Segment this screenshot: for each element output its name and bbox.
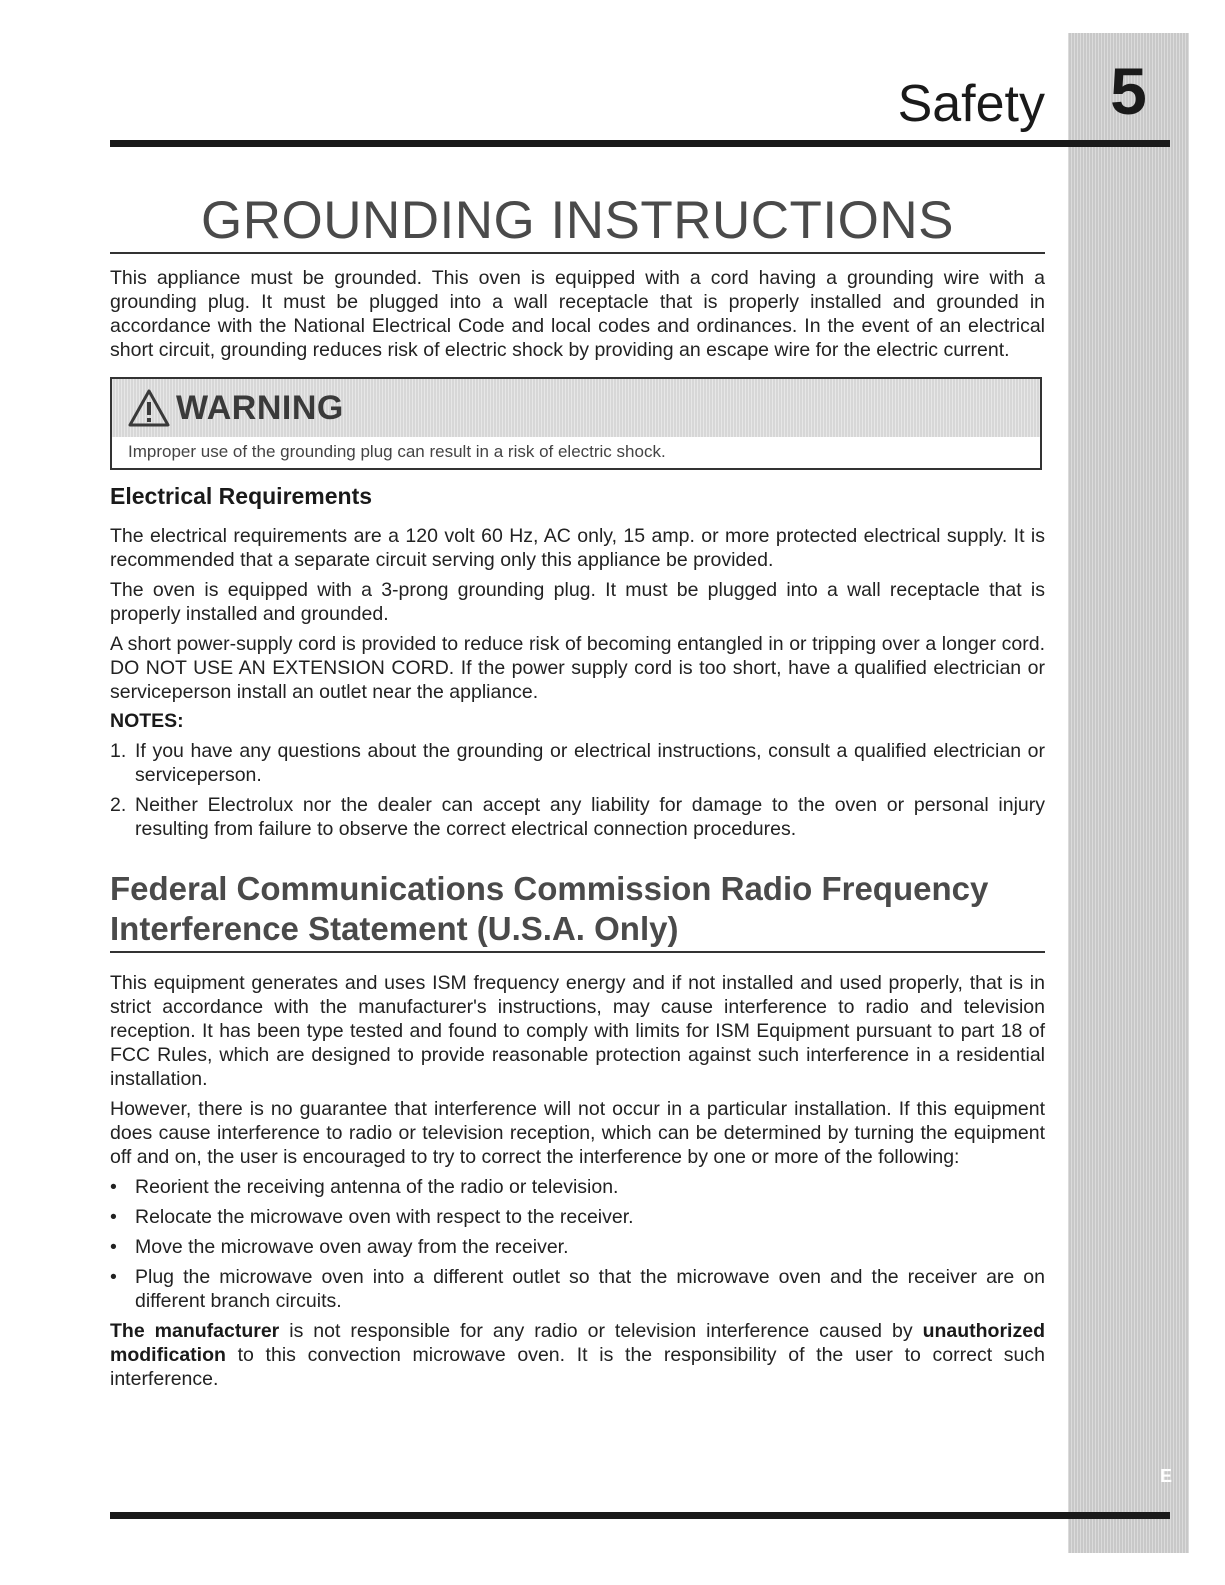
page-header-title: Safety bbox=[897, 75, 1045, 133]
warning-text: Improper use of the grounding plug can result in a risk of electric shock. bbox=[128, 442, 666, 462]
note-item bbox=[110, 793, 1045, 841]
bottom-rule bbox=[110, 1512, 1170, 1519]
grounding-heading: GROUNDING INSTRUCTIONS bbox=[110, 192, 1045, 254]
chapter-number: 5 bbox=[1110, 54, 1147, 128]
bullet-text: Relocate the microwave oven with respect to the receiver. bbox=[135, 1206, 634, 1229]
bullet-text: Plug the microwave oven into a different outlet so that the microwave oven and the receiver are on different branch circuits. bbox=[135, 1266, 1045, 1313]
electrical-paragraph: The oven is equipped with a 3-prong grounding plug. It must be plugged into a wall receptacle that is properly installed and grounded. bbox=[110, 579, 1045, 626]
bullet-text: Move the microwave oven away from the receiver. bbox=[135, 1236, 569, 1259]
list-item bbox=[110, 1175, 1045, 1199]
warning-box bbox=[110, 377, 1042, 470]
closing-bold-manufacturer: The manufacturer bbox=[110, 1320, 280, 1343]
warning-title: WARNING bbox=[176, 388, 344, 427]
note-number: 2. bbox=[110, 794, 127, 817]
list-item bbox=[110, 1235, 1045, 1259]
note-text: If you have any questions about the grounding or electrical instructions, consult a qualified electrician or serviceperson. bbox=[135, 740, 1045, 787]
bullet-icon: • bbox=[110, 1206, 117, 1229]
note-text: Neither Electrolux nor the dealer can accept any liability for damage to the oven or personal injury resulting from failure to observe the correct electrical connection procedures. bbox=[135, 794, 1045, 841]
warning-header bbox=[112, 379, 1040, 437]
closing-bold-modification: unauthorized modification bbox=[110, 1320, 1045, 1367]
bullet-text: Reorient the receiving antenna of the radio or television. bbox=[135, 1176, 619, 1199]
note-item bbox=[110, 739, 1045, 787]
bullet-icon: • bbox=[110, 1236, 117, 1259]
note-number: 1. bbox=[110, 740, 127, 763]
closing-text-1: is not responsible for any radio or television interference caused by bbox=[279, 1320, 923, 1343]
fcc-paragraph: However, there is no guarantee that interference will not occur in a particular installation. If this equipment does cause interference to radio or television reception, which can be determined by turning the equipment off and on, the user is encouraged to try to correct the interference by one or more of the following: bbox=[110, 1098, 1045, 1169]
chapter-side-tab bbox=[1068, 33, 1189, 1553]
list-item bbox=[110, 1265, 1045, 1313]
page-content bbox=[110, 192, 1045, 1397]
electrical-paragraph: The electrical requirements are a 120 volt 60 Hz, AC only, 15 amp. or more protected electrical supply. It is recommended that a separate circuit serving only this appliance be provided. bbox=[110, 525, 1045, 572]
notes-label: NOTES: bbox=[110, 710, 184, 733]
bullet-icon: • bbox=[110, 1176, 117, 1199]
fcc-bullet-list bbox=[110, 1175, 1045, 1313]
fcc-heading bbox=[110, 869, 1045, 953]
fcc-heading-line1: Federal Communications Commission Radio Frequency bbox=[110, 870, 989, 908]
notes-list bbox=[110, 739, 1045, 841]
bullet-icon: • bbox=[110, 1266, 117, 1289]
side-tab-letter: E bbox=[1159, 1466, 1172, 1486]
fcc-body bbox=[110, 971, 1045, 1391]
electrical-heading: Electrical Requirements bbox=[110, 483, 373, 510]
fcc-heading-line2: Interference Statement (U.S.A. Only) bbox=[110, 910, 679, 948]
top-rule bbox=[110, 140, 1170, 147]
fcc-paragraph: This equipment generates and uses ISM frequency energy and if not installed and used properly, that is in strict accordance with the manufacturer's instructions, may cause interference to radio and television reception. It has been type tested and found to comply with limits for ISM Equipment pursuant to part 18 of FCC Rules, which are designed to provide reasonable protection against such interference in a residential installation. bbox=[110, 972, 1045, 1091]
list-item bbox=[110, 1205, 1045, 1229]
grounding-intro: This appliance must be grounded. This oven is equipped with a cord having a grounding wire with a grounding plug. It must be plugged into a wall receptacle that is properly installed and grounded in accordance with the National Electrical Code and local codes and ordinances. In the event of an electrical short circuit, grounding reduces risk of electric shock by providing an escape wire for the electric current. bbox=[110, 267, 1045, 362]
closing-text-2: to this convection microwave oven. It is the responsibility of the user to correct such interference. bbox=[110, 1344, 1045, 1391]
fcc-closing-paragraph bbox=[110, 1319, 1045, 1391]
electrical-paragraph: A short power-supply cord is provided to reduce risk of becoming entangled in or tripping over a longer cord. DO NOT USE AN EXTENSION CORD. If the power supply cord is too short, have a qualified electrician or serviceperson install an outlet near the appliance. bbox=[110, 633, 1045, 704]
warning-triangle-icon bbox=[128, 388, 170, 428]
